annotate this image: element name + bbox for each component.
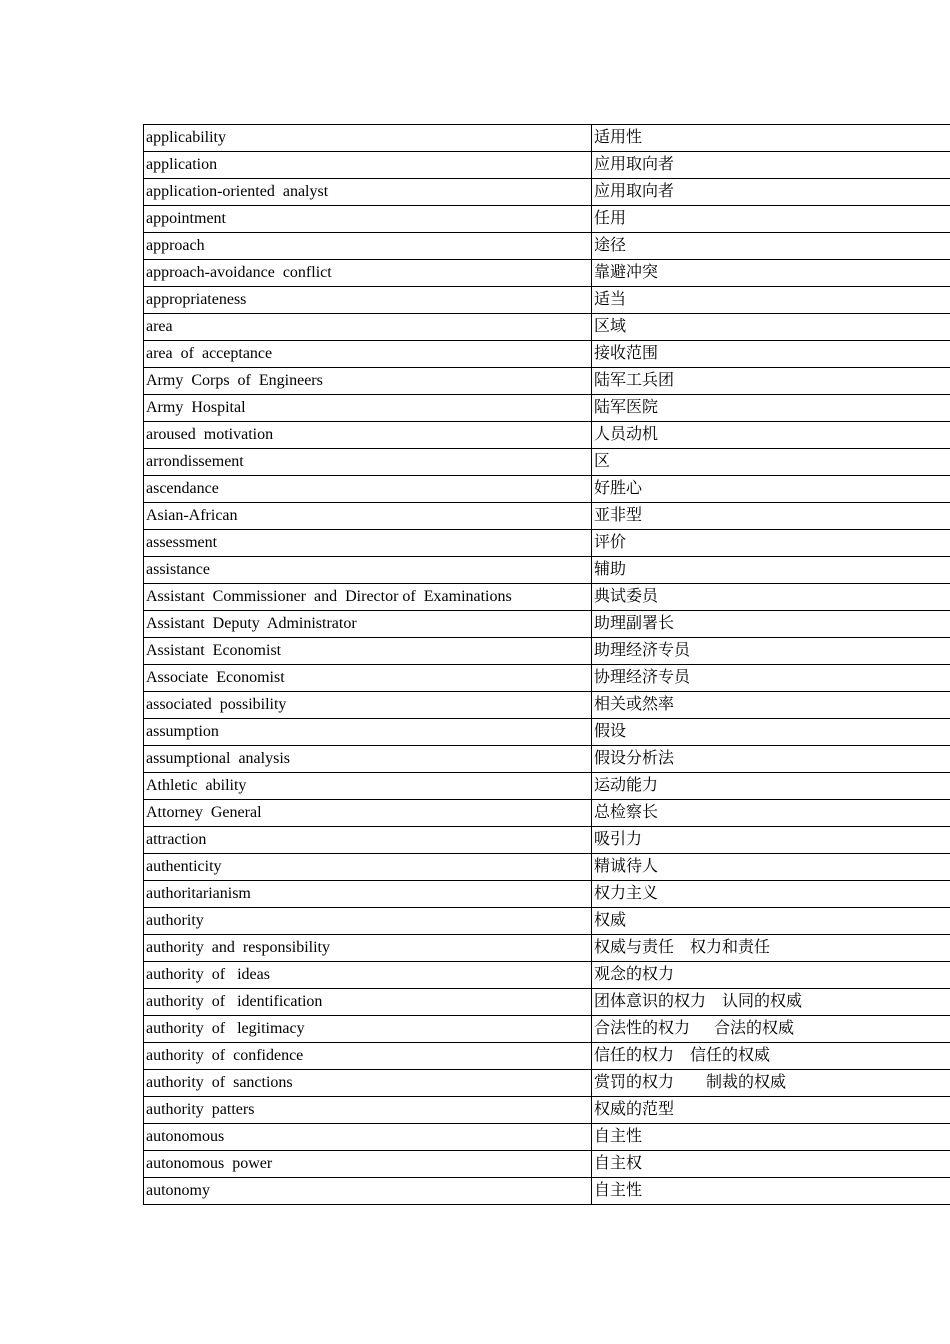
table-row [144, 476, 950, 503]
term-cell: Associate Economist [144, 665, 592, 692]
term-cell: Asian-African [144, 503, 592, 530]
term-cell: associated possibility [144, 692, 592, 719]
term-cell: autonomous power [144, 1151, 592, 1178]
translation-cell: 人员动机 [592, 422, 950, 449]
translation-cell: 自主性 [592, 1178, 950, 1205]
translation-cell: 亚非型 [592, 503, 950, 530]
term-cell: area of acceptance [144, 341, 592, 368]
table-row [144, 962, 950, 989]
translation-cell: 助理经济专员 [592, 638, 950, 665]
translation-cell: 评价 [592, 530, 950, 557]
term-cell: authority of ideas [144, 962, 592, 989]
table-row [144, 1178, 950, 1205]
table-row [144, 935, 950, 962]
translation-cell: 信任的权力 信任的权威 [592, 1043, 950, 1070]
glossary-body [144, 125, 950, 1205]
term-cell: aroused motivation [144, 422, 592, 449]
translation-cell: 区 [592, 449, 950, 476]
table-row [144, 989, 950, 1016]
term-cell: applicability [144, 125, 592, 152]
table-row [144, 233, 950, 260]
term-cell: assessment [144, 530, 592, 557]
table-row [144, 287, 950, 314]
table-row [144, 125, 950, 152]
table-row [144, 584, 950, 611]
term-cell: authority of identification [144, 989, 592, 1016]
translation-cell: 适当 [592, 287, 950, 314]
translation-cell: 观念的权力 [592, 962, 950, 989]
table-row [144, 395, 950, 422]
translation-cell: 吸引力 [592, 827, 950, 854]
table-row [144, 881, 950, 908]
table-row [144, 179, 950, 206]
table-row [144, 1043, 950, 1070]
term-cell: Assistant Deputy Administrator [144, 611, 592, 638]
translation-cell: 接收范围 [592, 341, 950, 368]
table-row [144, 692, 950, 719]
translation-cell: 辅助 [592, 557, 950, 584]
term-cell: appropriateness [144, 287, 592, 314]
term-cell: approach [144, 233, 592, 260]
table-row [144, 449, 950, 476]
table-row [144, 206, 950, 233]
term-cell: Attorney General [144, 800, 592, 827]
table-row [144, 1097, 950, 1124]
term-cell: area [144, 314, 592, 341]
table-row [144, 1124, 950, 1151]
term-cell: arrondissement [144, 449, 592, 476]
glossary-table [143, 124, 950, 1205]
translation-cell: 假设 [592, 719, 950, 746]
table-row [144, 1016, 950, 1043]
translation-cell: 相关或然率 [592, 692, 950, 719]
translation-cell: 区域 [592, 314, 950, 341]
table-row [144, 854, 950, 881]
term-cell: authority patters [144, 1097, 592, 1124]
table-row [144, 719, 950, 746]
translation-cell: 应用取向者 [592, 152, 950, 179]
translation-cell: 运动能力 [592, 773, 950, 800]
term-cell: application [144, 152, 592, 179]
table-row [144, 773, 950, 800]
term-cell: application-oriented analyst [144, 179, 592, 206]
translation-cell: 好胜心 [592, 476, 950, 503]
table-row [144, 314, 950, 341]
translation-cell: 总检察长 [592, 800, 950, 827]
translation-cell: 陆军医院 [592, 395, 950, 422]
translation-cell: 适用性 [592, 125, 950, 152]
table-row [144, 908, 950, 935]
translation-cell: 团体意识的权力 认同的权威 [592, 989, 950, 1016]
term-cell: authority of sanctions [144, 1070, 592, 1097]
translation-cell: 协理经济专员 [592, 665, 950, 692]
translation-cell: 假设分析法 [592, 746, 950, 773]
term-cell: Athletic ability [144, 773, 592, 800]
translation-cell: 靠避冲突 [592, 260, 950, 287]
term-cell: assistance [144, 557, 592, 584]
term-cell: assumption [144, 719, 592, 746]
table-row [144, 341, 950, 368]
translation-cell: 权威与责任 权力和责任 [592, 935, 950, 962]
translation-cell: 自主性 [592, 1124, 950, 1151]
translation-cell: 赏罚的权力 制裁的权威 [592, 1070, 950, 1097]
table-row [144, 611, 950, 638]
term-cell: authority [144, 908, 592, 935]
table-row [144, 422, 950, 449]
translation-cell: 自主权 [592, 1151, 950, 1178]
table-row [144, 368, 950, 395]
term-cell: Army Corps of Engineers [144, 368, 592, 395]
term-cell: autonomy [144, 1178, 592, 1205]
translation-cell: 精诚待人 [592, 854, 950, 881]
table-row [144, 746, 950, 773]
table-row [144, 800, 950, 827]
translation-cell: 陆军工兵团 [592, 368, 950, 395]
translation-cell: 合法性的权力 合法的权威 [592, 1016, 950, 1043]
table-row [144, 530, 950, 557]
term-cell: Army Hospital [144, 395, 592, 422]
term-cell: authoritarianism [144, 881, 592, 908]
term-cell: Assistant Economist [144, 638, 592, 665]
term-cell: authority of legitimacy [144, 1016, 592, 1043]
term-cell: authority and responsibility [144, 935, 592, 962]
table-row [144, 827, 950, 854]
term-cell: assumptional analysis [144, 746, 592, 773]
term-cell: attraction [144, 827, 592, 854]
translation-cell: 助理副署长 [592, 611, 950, 638]
term-cell: autonomous [144, 1124, 592, 1151]
translation-cell: 权力主义 [592, 881, 950, 908]
translation-cell: 权威 [592, 908, 950, 935]
term-cell: Assistant Commissioner and Director of Examinations [144, 584, 592, 611]
translation-cell: 任用 [592, 206, 950, 233]
table-row [144, 260, 950, 287]
term-cell: authenticity [144, 854, 592, 881]
translation-cell: 途径 [592, 233, 950, 260]
table-row [144, 638, 950, 665]
table-row [144, 152, 950, 179]
table-row [144, 665, 950, 692]
term-cell: appointment [144, 206, 592, 233]
translation-cell: 应用取向者 [592, 179, 950, 206]
translation-cell: 典试委员 [592, 584, 950, 611]
table-row [144, 557, 950, 584]
translation-cell: 权威的范型 [592, 1097, 950, 1124]
term-cell: authority of confidence [144, 1043, 592, 1070]
table-row [144, 1070, 950, 1097]
term-cell: approach-avoidance conflict [144, 260, 592, 287]
term-cell: ascendance [144, 476, 592, 503]
table-row [144, 503, 950, 530]
table-row [144, 1151, 950, 1178]
